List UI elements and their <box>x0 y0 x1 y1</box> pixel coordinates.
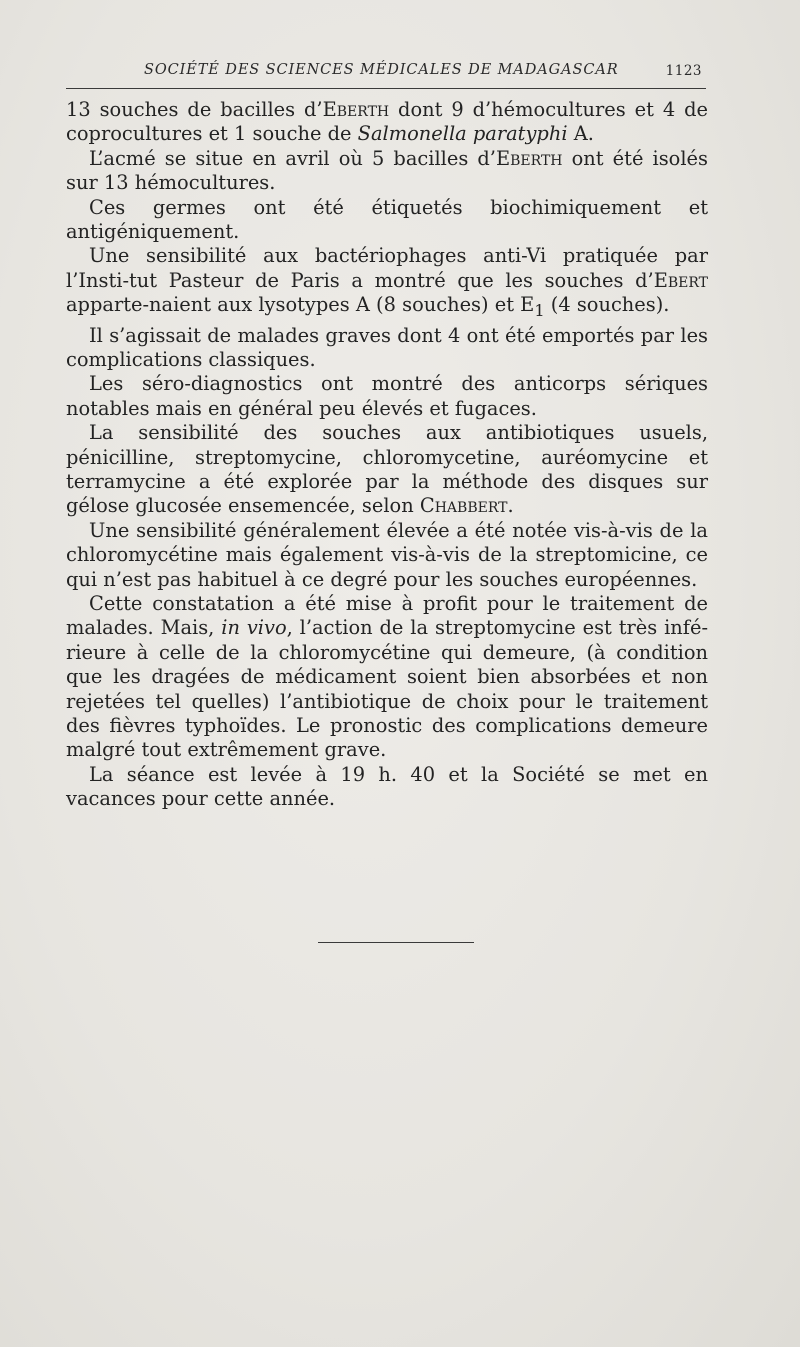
paragraph-6: Les séro-diagnostics ont montré des anticorps sériques notables mais en général peu élevés et fugaces. <box>66 372 708 420</box>
author-name: Chabbert <box>419 494 508 518</box>
paragraph-8: Une sensibilité généralement élevée a été notée vis-à-vis de la chloromycétine mais également vis-à-vis de la streptomicine, ce qui n’est pas habituel à ce degré pour les souches européennes. <box>66 518 708 591</box>
paragraph-3: Ces germes ont été étiquetés biochimiquement et antigéniquement. <box>66 195 708 244</box>
author-name: Eberth <box>322 98 390 121</box>
subscript: 1 <box>534 301 545 321</box>
paragraph-2: L’acmé se situe en avril où 5 bacilles d’Eberth ont été isolés sur 13 hémocultures. <box>66 146 708 195</box>
author-name: Eberth <box>495 146 563 170</box>
paragraph-9: Cette constatation a été mise à profit pour le traitement de malades. Mais, in vivo, l’action de la streptomycine est très infé-rieure à celle de la chloromycétine qui demeure, (à condition que les dragées de médicament soient bien absorbées et non rejetées tel quelles) l’antibiotique de choix pour le traitement des fièvres typhoïdes. Le pronostic des complications demeure malgré tout extrêmement grave. <box>66 592 708 762</box>
paragraph-4: Une sensibilité aux bactériophages anti-Vi pratiquée par l’Insti-tut Pasteur de Paris a montré que les souches d’Ebert apparte-naient aux lysotypes A (8 souches) et $E_1$ (4 souches). <box>66 244 708 321</box>
paragraph-10: La séance est levée à 19 h. 40 et la Société se met en vacances pour cette année. <box>66 762 708 811</box>
paragraph-5: Il s’agissait de malades graves dont 4 ont été emportés par les complications classiques. <box>66 323 708 371</box>
paragraph-1: 13 souches de bacilles d’Eberth dont 9 d’hémocultures et 4 de coprocultures et 1 souche de Salmonella paratyphi A. <box>66 98 709 146</box>
body-text <box>66 98 708 812</box>
paragraph-7: La sensibilité des souches aux antibiotiques usuels, pénicilline, streptomycine, chloromycetine, auréomycine et terramycine a été explorée par la méthode des disques sur gélose glucosée ensemencée, selon Chabbert. <box>66 421 708 518</box>
author-name: Ebert <box>653 268 708 292</box>
end-rule <box>318 942 474 943</box>
running-title: SOCIÉTÉ DES SCIENCES MÉDICALES DE MADAGASCAR <box>144 62 619 78</box>
running-header <box>66 62 708 86</box>
species-name: Salmonella paratyphi <box>357 122 568 146</box>
latin-phrase: in vivo <box>221 616 287 640</box>
page-number: 1123 <box>665 63 702 79</box>
header-rule <box>66 88 706 89</box>
